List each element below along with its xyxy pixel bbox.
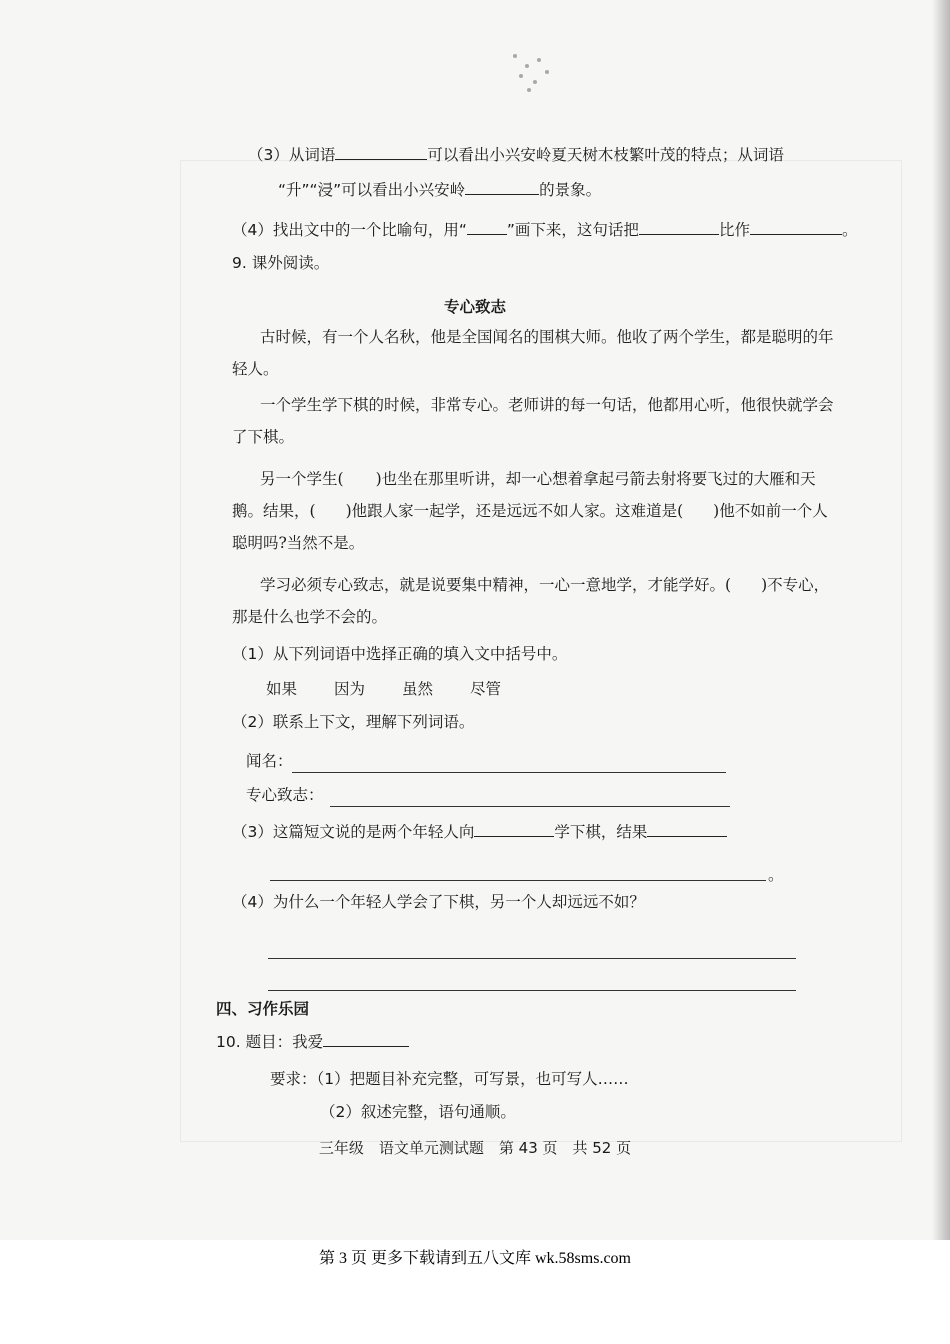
- q8-item4-text-a: （4）找出文中的一个比喻句，用“: [232, 221, 467, 239]
- q9-sub3-end: 。: [768, 866, 784, 884]
- answer-blank[interactable]: [323, 1032, 409, 1047]
- q8-item4-text-b: ”画下来，这句话把: [506, 221, 639, 239]
- q10-requirement-2: （2）叙述完整，语句通顺。: [320, 1103, 516, 1121]
- answer-blank[interactable]: [465, 180, 539, 195]
- answer-blank[interactable]: [335, 145, 427, 160]
- word-choice: 如果: [266, 680, 298, 698]
- passage-p4-line2: 那是什么也学不会的。: [232, 608, 388, 626]
- q9-heading: 9. 课外阅读。: [232, 254, 330, 272]
- answer-blank[interactable]: [467, 220, 507, 235]
- passage-p4-text: 学习必须专心致志，就是说要集中精神，一心一意地学，才能学好。(: [260, 576, 732, 594]
- answer-blank[interactable]: [750, 220, 842, 235]
- answer-line[interactable]: [270, 880, 766, 881]
- section4-heading: 四、习作乐园: [216, 1000, 310, 1018]
- passage-p3-line1: [260, 470, 816, 489]
- q9-sub3-line: [232, 822, 727, 842]
- passage-p3-line3: 聪明吗?当然不是。: [232, 534, 365, 552]
- term-zhuanxinzhizhi: 专心致志：: [246, 786, 324, 804]
- answer-line[interactable]: [268, 958, 796, 959]
- passage-p3-text: )他跟人家一起学，还是远远不如人家。这难道是(: [345, 502, 684, 520]
- q9-sub2: （2）联系上下文，理解下列词语。: [232, 713, 475, 731]
- passage-p4-text: )不专心，: [761, 576, 830, 594]
- answer-blank[interactable]: [474, 822, 554, 837]
- answer-blank[interactable]: [647, 822, 727, 837]
- word-choice: 尽管: [470, 680, 502, 698]
- q8-item4-text-c: 比作: [718, 221, 750, 239]
- passage-p3-text: )也坐在那里听讲，却一心想着拿起弓箭去射将要飞过的大雁和天: [375, 470, 816, 488]
- q9-sub1: （1）从下列词语中选择正确的填入文中括号中。: [232, 645, 568, 663]
- q9-sub3-text: 学下棋，结果: [554, 823, 648, 841]
- q10-title-line: [216, 1032, 409, 1052]
- q10-title-text: 10. 题目：我爱: [216, 1033, 324, 1051]
- passage-p3-text: )他不如前一个人: [713, 502, 828, 520]
- word-choice: 因为: [334, 680, 366, 698]
- passage-p3-text: 鹅。结果，(: [232, 502, 316, 520]
- q9-sub3-text: （3）这篇短文说的是两个年轻人向: [232, 823, 475, 841]
- answer-line[interactable]: [330, 806, 730, 807]
- answer-blank[interactable]: [639, 220, 719, 235]
- q8-item3-line1: [248, 145, 784, 165]
- q8-item3-text-a: （3）从词语: [248, 146, 336, 164]
- word-choices: [266, 680, 538, 699]
- scan-edge-shadow: [932, 0, 950, 1240]
- answer-line[interactable]: [268, 990, 796, 991]
- passage-p4-line1: [260, 576, 829, 595]
- passage-p2-line1: 一个学生学下棋的时候，非常专心。老师讲的每一句话，他都用心听，他很快就学会: [260, 396, 834, 414]
- passage-p3-text: 另一个学生(: [260, 470, 344, 488]
- passage-p2-line2: 了下棋。: [232, 428, 295, 446]
- passage-p1-line2: 轻人。: [232, 360, 279, 378]
- q8-item3-text-d: 的景象。: [539, 181, 602, 199]
- term-wenming: 闻名：: [246, 752, 293, 770]
- q10-requirement-1: 要求：（1）把题目补充完整，可写景，也可写人……: [270, 1070, 629, 1088]
- q9-sub4: （4）为什么一个年轻人学会了下棋，另一个人却远远不如？: [232, 893, 645, 911]
- download-note: 第 3 页 更多下载请到五八文库 wk.58sms.com: [318, 1250, 631, 1267]
- q8-item3-text-c: “升”“浸”可以看出小兴安岭: [278, 181, 466, 199]
- q8-item4-text-d: 。: [841, 221, 858, 239]
- passage-p3-line2: [232, 502, 828, 521]
- q8-item3-line2: [278, 180, 601, 200]
- q8-item4-line: [232, 220, 857, 240]
- scan-smudge: [505, 50, 565, 100]
- answer-line[interactable]: [292, 772, 726, 773]
- q8-item3-text-b: 可以看出小兴安岭夏天树木枝繁叶茂的特点；从词语: [427, 146, 784, 164]
- passage-title: 专心致志: [443, 298, 506, 316]
- passage-p1-line1: 古时候，有一个人名秋，他是全国闻名的围棋大师。他收了两个学生，都是聪明的年: [260, 328, 834, 346]
- page-footer: 三年级 语文单元测试题 第 43 页 共 52 页: [318, 1139, 632, 1157]
- word-choice: 虽然: [402, 680, 434, 698]
